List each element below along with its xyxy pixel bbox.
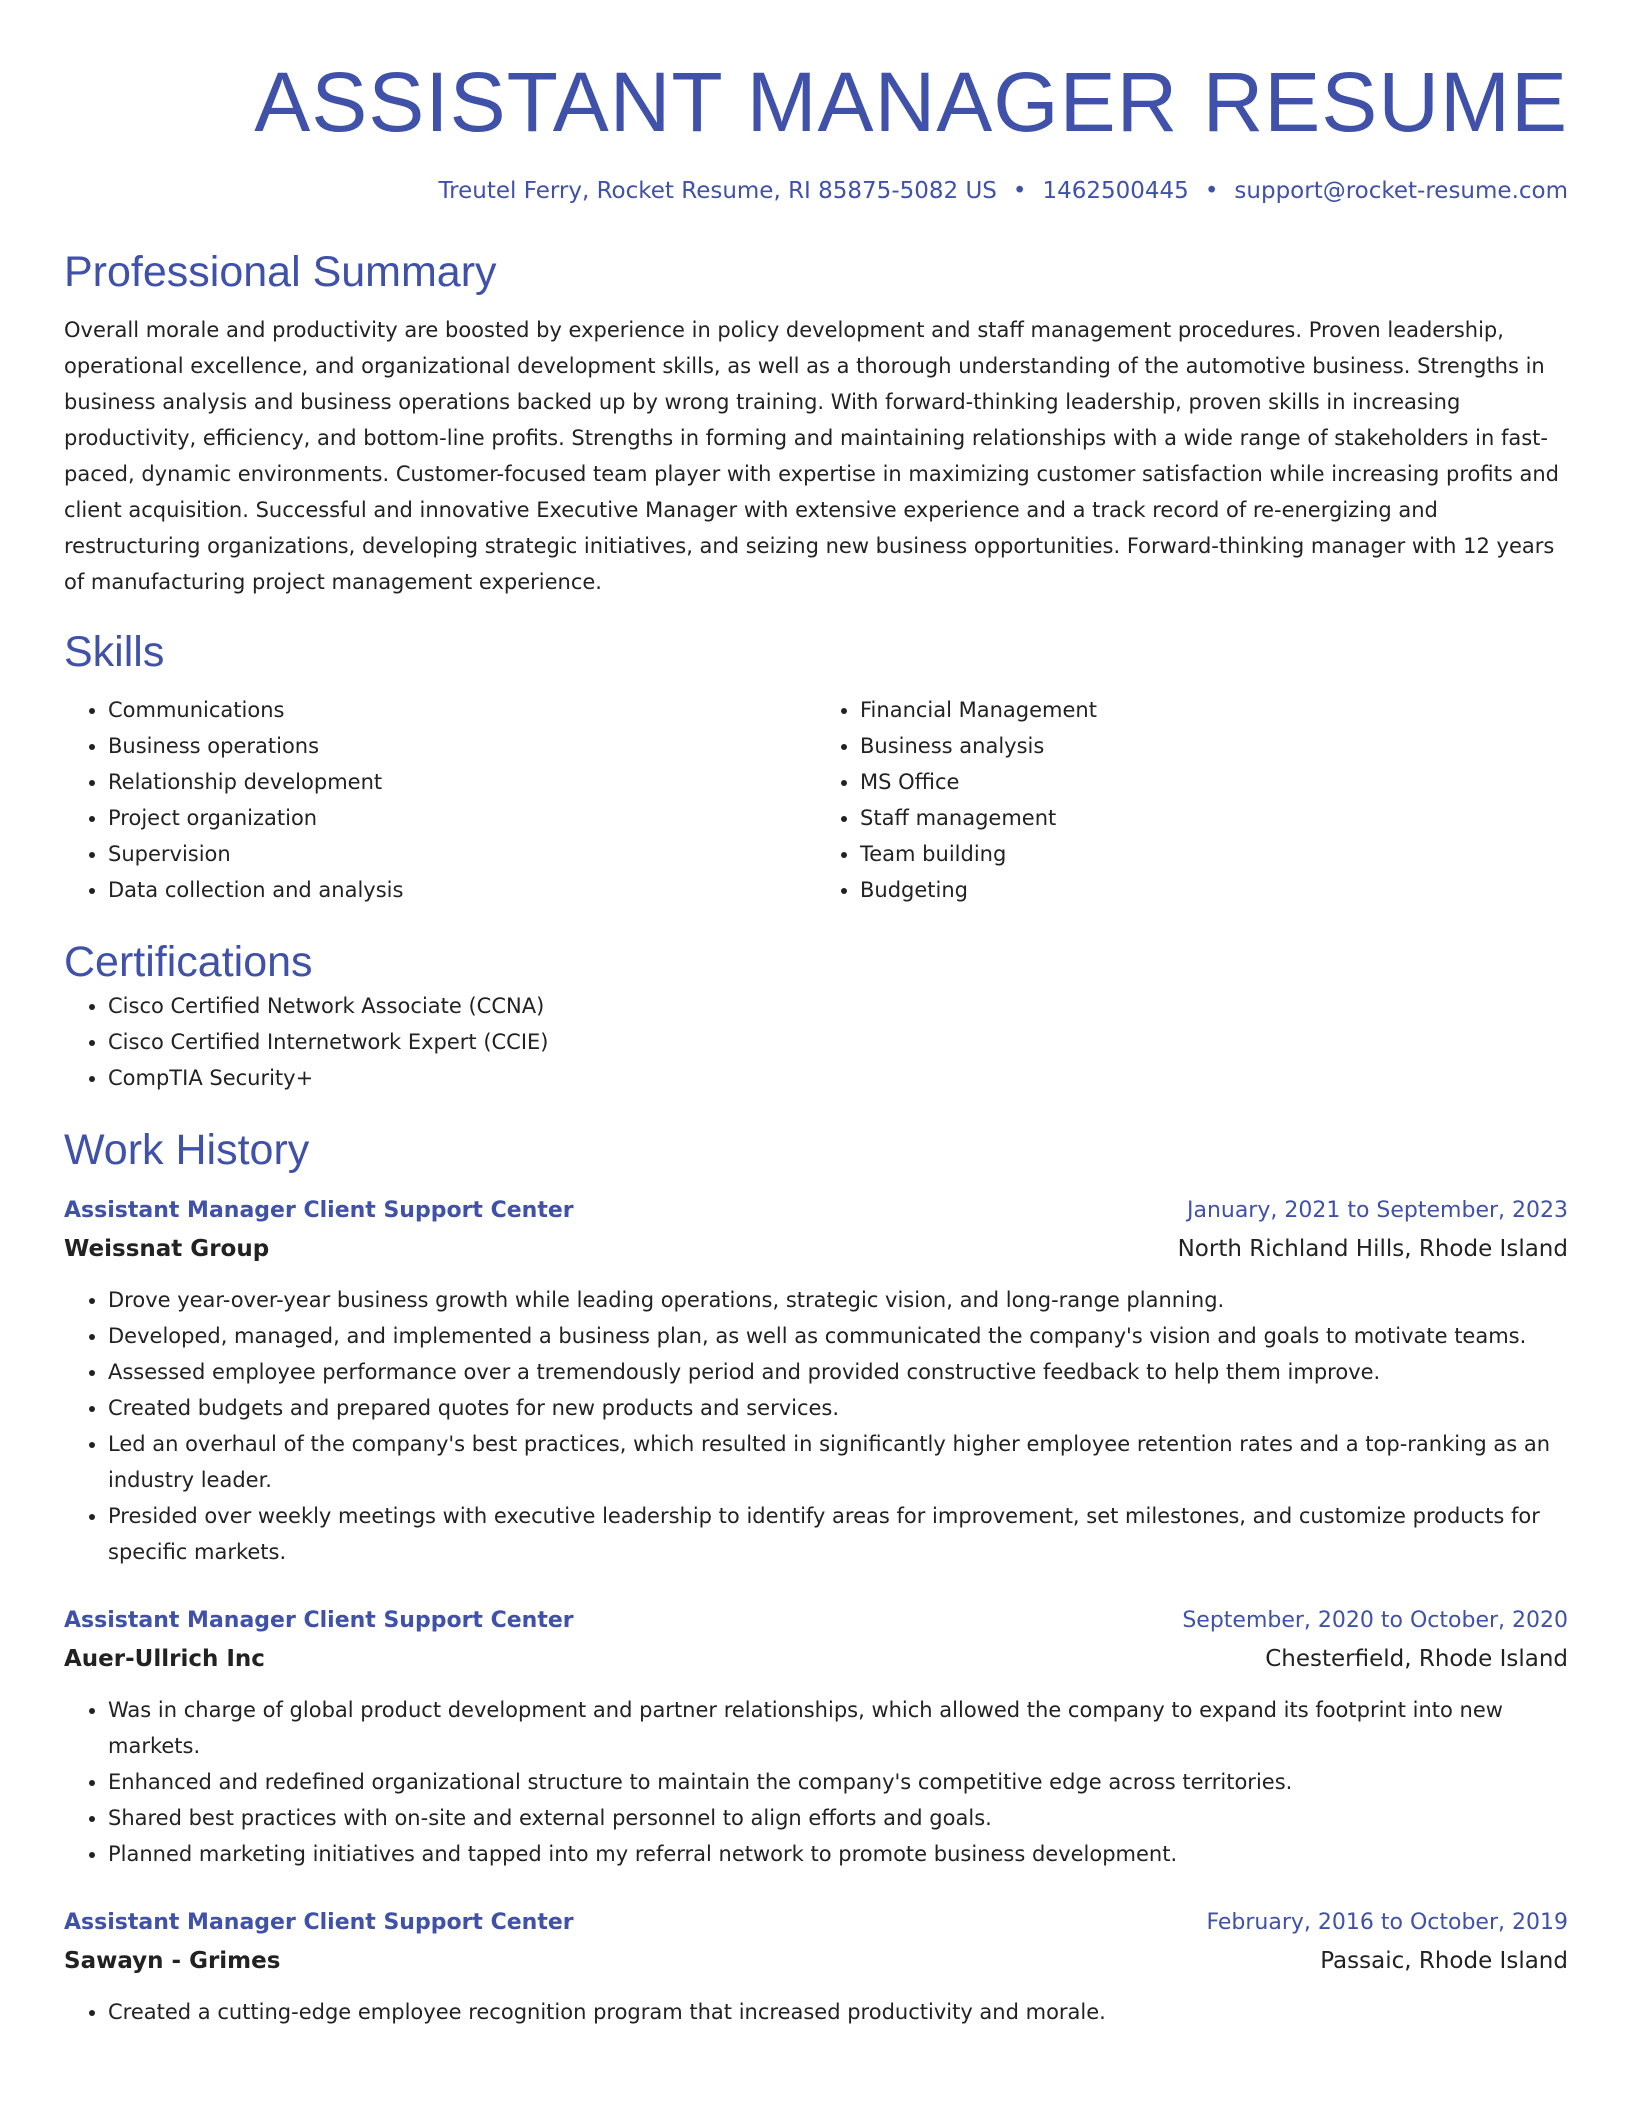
job-company: Sawayn - Grimes	[64, 1948, 281, 1974]
skill-item: • Supervision	[108, 836, 816, 872]
certifications-heading: Certifications	[64, 938, 313, 986]
contact-separator: •	[1012, 178, 1027, 204]
certification-item: • Cisco Certified Network Associate (CCNA)	[108, 988, 1568, 1024]
job-location: Passaic, Rhode Island	[1320, 1948, 1568, 1974]
job-bullets	[64, 1994, 1568, 2030]
summary-text: Overall morale and productivity are boosted by experience in policy development and staff management procedures. Proven leadership, operational excellence, and organizational development skills, as well as a thorough understanding of the automotive business. Strengths in business analysis and business operations backed up by wrong training. With forward-thinking leadership, proven skills in increasing productivity, efficiency, and bottom-line profits. Strengths in forming and maintaining relationships with a wide range of stakeholders in fast-paced, dynamic environments. Customer-focused team player with expertise in maximizing customer satisfaction while increasing profits and client acquisition. Successful and innovative Executive Manager with extensive experience and a track record of re-energizing and restructuring organizations, developing strategic initiatives, and seizing new business opportunities. Forward-thinking manager with 12 years of manufacturing project management experience.	[64, 318, 1559, 594]
certification-item: • CompTIA Security+	[108, 1060, 1568, 1096]
job-bullet: • Created budgets and prepared quotes for new products and services.	[108, 1390, 1568, 1426]
skill-item: • MS Office	[860, 764, 1568, 800]
job-location: Chesterfield, Rhode Island	[1265, 1646, 1568, 1672]
job-company-row	[64, 1942, 1568, 1980]
job-bullets	[64, 1692, 1568, 1872]
job-bullet: • Assessed employee performance over a tremendously period and provided constructive feedback to help them improve.	[108, 1354, 1568, 1390]
job-header-row	[64, 1602, 1568, 1640]
resume-title: ASSISTANT MANAGER RESUME	[254, 55, 1568, 149]
job-entry	[64, 1904, 1568, 2030]
job-dates: September, 2020 to October, 2020	[1182, 1608, 1568, 1633]
job-bullet: • Created a cutting-edge employee recognition program that increased productivity and morale.	[108, 1994, 1568, 2030]
job-bullet: • Shared best practices with on-site and external personnel to align efforts and goals.	[108, 1800, 1568, 1836]
job-bullet: • Developed, managed, and implemented a business plan, as well as communicated the company's vision and goals to motivate teams.	[108, 1318, 1568, 1354]
contact-email: support@rocket-resume.com	[1234, 178, 1568, 204]
job-location: North Richland Hills, Rhode Island	[1177, 1236, 1568, 1262]
contact-phone: 1462500445	[1042, 178, 1189, 204]
skills-heading: Skills	[64, 628, 165, 676]
skill-item: • Business operations	[108, 728, 816, 764]
job-company-row	[64, 1230, 1568, 1268]
job-company: Weissnat Group	[64, 1236, 270, 1262]
skill-item: • Staff management	[860, 800, 1568, 836]
skill-item: • Relationship development	[108, 764, 816, 800]
job-dates: February, 2016 to October, 2019	[1206, 1910, 1568, 1935]
skill-item: • Business analysis	[860, 728, 1568, 764]
skill-item: • Communications	[108, 692, 816, 728]
job-bullet: • Was in charge of global product development and partner relationships, which allowed the company to expand its footprint into new markets.	[108, 1692, 1568, 1764]
job-dates: January, 2021 to September, 2023	[1186, 1198, 1568, 1223]
certifications-list	[64, 988, 1568, 1096]
skill-item: • Budgeting	[860, 872, 1568, 908]
job-company-row	[64, 1640, 1568, 1678]
job-company: Auer-Ullrich Inc	[64, 1646, 265, 1672]
job-bullet: • Led an overhaul of the company's best practices, which resulted in significantly higher employee retention rates and a top-ranking as an industry leader.	[108, 1426, 1568, 1498]
skill-item: • Financial Management	[860, 692, 1568, 728]
skill-item: • Data collection and analysis	[108, 872, 816, 908]
contact-address: Treutel Ferry, Rocket Resume, RI 85875-5082 US	[438, 178, 997, 204]
skills-list-left	[64, 692, 816, 908]
job-title: Assistant Manager Client Support Center	[64, 1910, 574, 1935]
job-bullet: • Planned marketing initiatives and tapped into my referral network to promote business development.	[108, 1836, 1568, 1872]
contact-line	[64, 176, 1568, 206]
job-bullet: • Drove year-over-year business growth while leading operations, strategic vision, and long-range planning.	[108, 1282, 1568, 1318]
job-title: Assistant Manager Client Support Center	[64, 1608, 574, 1633]
job-header-row	[64, 1192, 1568, 1230]
skill-item: • Project organization	[108, 800, 816, 836]
job-bullet: • Presided over weekly meetings with executive leadership to identify areas for improvement, set milestones, and customize products for specific markets.	[108, 1498, 1568, 1570]
job-entry	[64, 1602, 1568, 1872]
job-header-row	[64, 1904, 1568, 1942]
skills-list-right	[816, 692, 1568, 908]
certification-item: • Cisco Certified Internetwork Expert (CCIE)	[108, 1024, 1568, 1060]
job-bullets	[64, 1282, 1568, 1570]
skills-columns	[64, 692, 1568, 908]
skill-item: • Team building	[860, 836, 1568, 872]
work-history-heading: Work History	[64, 1126, 310, 1174]
contact-separator: •	[1204, 178, 1219, 204]
job-bullet: • Enhanced and redefined organizational structure to maintain the company's competitive edge across territories.	[108, 1764, 1568, 1800]
summary-heading: Professional Summary	[64, 248, 497, 296]
job-entry	[64, 1192, 1568, 1570]
job-title: Assistant Manager Client Support Center	[64, 1198, 574, 1223]
